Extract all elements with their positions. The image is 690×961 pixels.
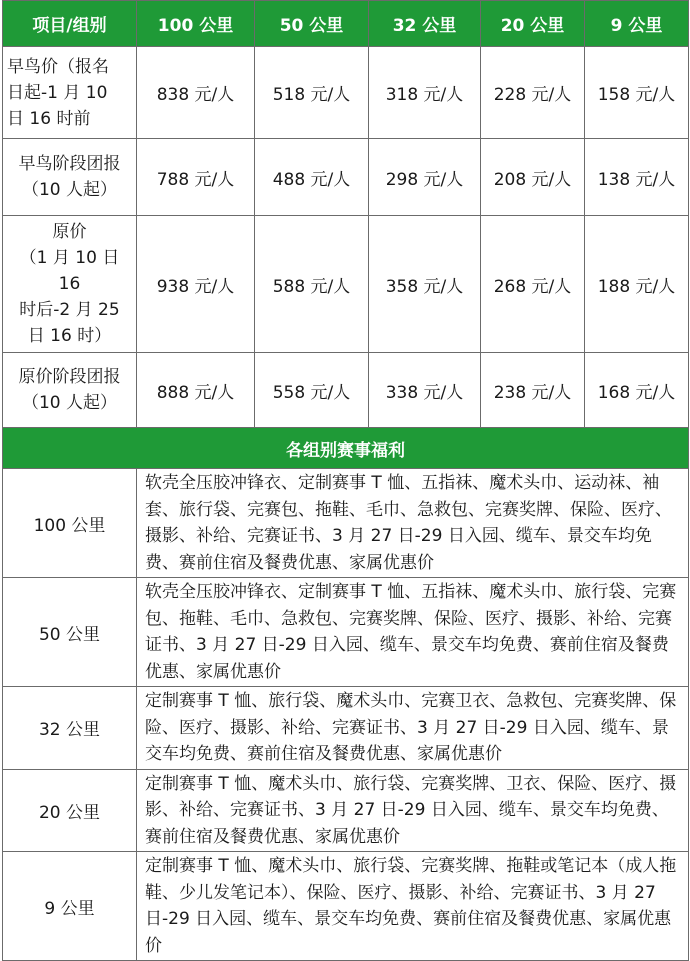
header-cell-item: 项目/组别 [3,1,137,47]
price-cell: 268 元/人 [481,216,585,353]
benefit-group-label: 100 公里 [3,469,137,578]
row-label [3,216,137,353]
row-label [3,47,137,139]
price-cell: 838 元/人 [137,47,255,139]
benefits-section-title: 各组别赛事福利 [3,428,689,469]
benefit-row-9km [3,852,689,961]
row-label [3,139,137,216]
price-cell: 358 元/人 [369,216,481,353]
benefit-text: 定制赛事 T 恤、魔术头巾、旅行袋、完赛奖牌、卫衣、保险、医疗、摄影、补给、完赛证书、3 月 27 日-29 日入园、缆车、景交车均免费、赛前住宿及餐费优惠、家属优惠价 [137,769,689,852]
price-cell: 338 元/人 [369,353,481,428]
row-label-line: 日起-1 月 10 [7,82,108,103]
price-cell: 228 元/人 [481,47,585,139]
header-row [3,1,689,47]
price-row-regular [3,216,689,353]
race-fee-table [2,0,689,961]
price-cell: 938 元/人 [137,216,255,353]
price-cell: 188 元/人 [585,216,689,353]
benefit-text: 软壳全压胶冲锋衣、定制赛事 T 恤、五指袜、魔术头巾、运动袜、袖套、旅行袋、完赛包、拖鞋、毛巾、急救包、完赛奖牌、保险、医疗、摄影、补给、完赛证书、3 月 27 日-29 日入园、缆车、景交车均免费、赛前住宿及餐费优惠、家属优惠价 [137,469,689,578]
row-label-line: 日 16 时前 [7,108,91,129]
price-cell: 238 元/人 [481,353,585,428]
benefit-row-32km [3,687,689,770]
price-row-regular-group [3,353,689,428]
row-label-line: 日 16 时） [27,326,112,346]
benefit-text: 定制赛事 T 恤、魔术头巾、旅行袋、完赛奖牌、拖鞋或笔记本（成人拖鞋、少儿发笔记本）、保险、医疗、摄影、补给、完赛证书、3 月 27 日-29 日入园、缆车、景交车均免费、赛前住宿及餐费优惠、家属优惠价 [137,852,689,961]
price-cell: 208 元/人 [481,139,585,216]
benefit-group-label: 20 公里 [3,769,137,852]
price-row-early-bird [3,47,689,139]
price-cell: 318 元/人 [369,47,481,139]
header-cell-32km: 32 公里 [369,1,481,47]
row-label-line: 原价 [52,222,87,242]
row-label-line: （10 人起） [21,393,118,413]
benefit-row-20km [3,769,689,852]
price-cell: 588 元/人 [255,216,369,353]
benefit-group-label: 9 公里 [3,852,137,961]
price-cell: 888 元/人 [137,353,255,428]
benefit-group-label: 32 公里 [3,687,137,770]
row-label-line: 原价阶段团报 [18,367,121,387]
row-label-line: （10 人起） [21,180,118,200]
benefit-row-100km [3,469,689,578]
benefit-row-50km [3,578,689,687]
price-row-early-bird-group [3,139,689,216]
row-label-line: （1 月 10 日 16 [19,248,120,294]
row-label-line: 时后-2 月 25 [19,300,120,320]
header-cell-100km: 100 公里 [137,1,255,47]
benefits-section-row [3,428,689,469]
row-label-line: 早鸟价（报名 [7,56,109,77]
price-cell: 788 元/人 [137,139,255,216]
header-cell-9km: 9 公里 [585,1,689,47]
row-label [3,353,137,428]
price-cell: 488 元/人 [255,139,369,216]
price-cell: 558 元/人 [255,353,369,428]
price-cell: 518 元/人 [255,47,369,139]
header-cell-50km: 50 公里 [255,1,369,47]
benefit-text: 软壳全压胶冲锋衣、定制赛事 T 恤、五指袜、魔术头巾、旅行袋、完赛包、拖鞋、毛巾、急救包、完赛奖牌、保险、医疗、摄影、补给、完赛证书、3 月 27 日-29 日入园、缆车、景交车均免费、赛前住宿及餐费优惠、家属优惠价 [137,578,689,687]
benefit-text: 定制赛事 T 恤、旅行袋、魔术头巾、完赛卫衣、急救包、完赛奖牌、保险、医疗、摄影、补给、完赛证书、3 月 27 日-29 日入园、缆车、景交车均免费、赛前住宿及餐费优惠、家属优惠价 [137,687,689,770]
header-cell-20km: 20 公里 [481,1,585,47]
price-cell: 168 元/人 [585,353,689,428]
price-cell: 138 元/人 [585,139,689,216]
price-cell: 158 元/人 [585,47,689,139]
benefit-group-label: 50 公里 [3,578,137,687]
price-cell: 298 元/人 [369,139,481,216]
row-label-line: 早鸟阶段团报 [18,154,121,174]
